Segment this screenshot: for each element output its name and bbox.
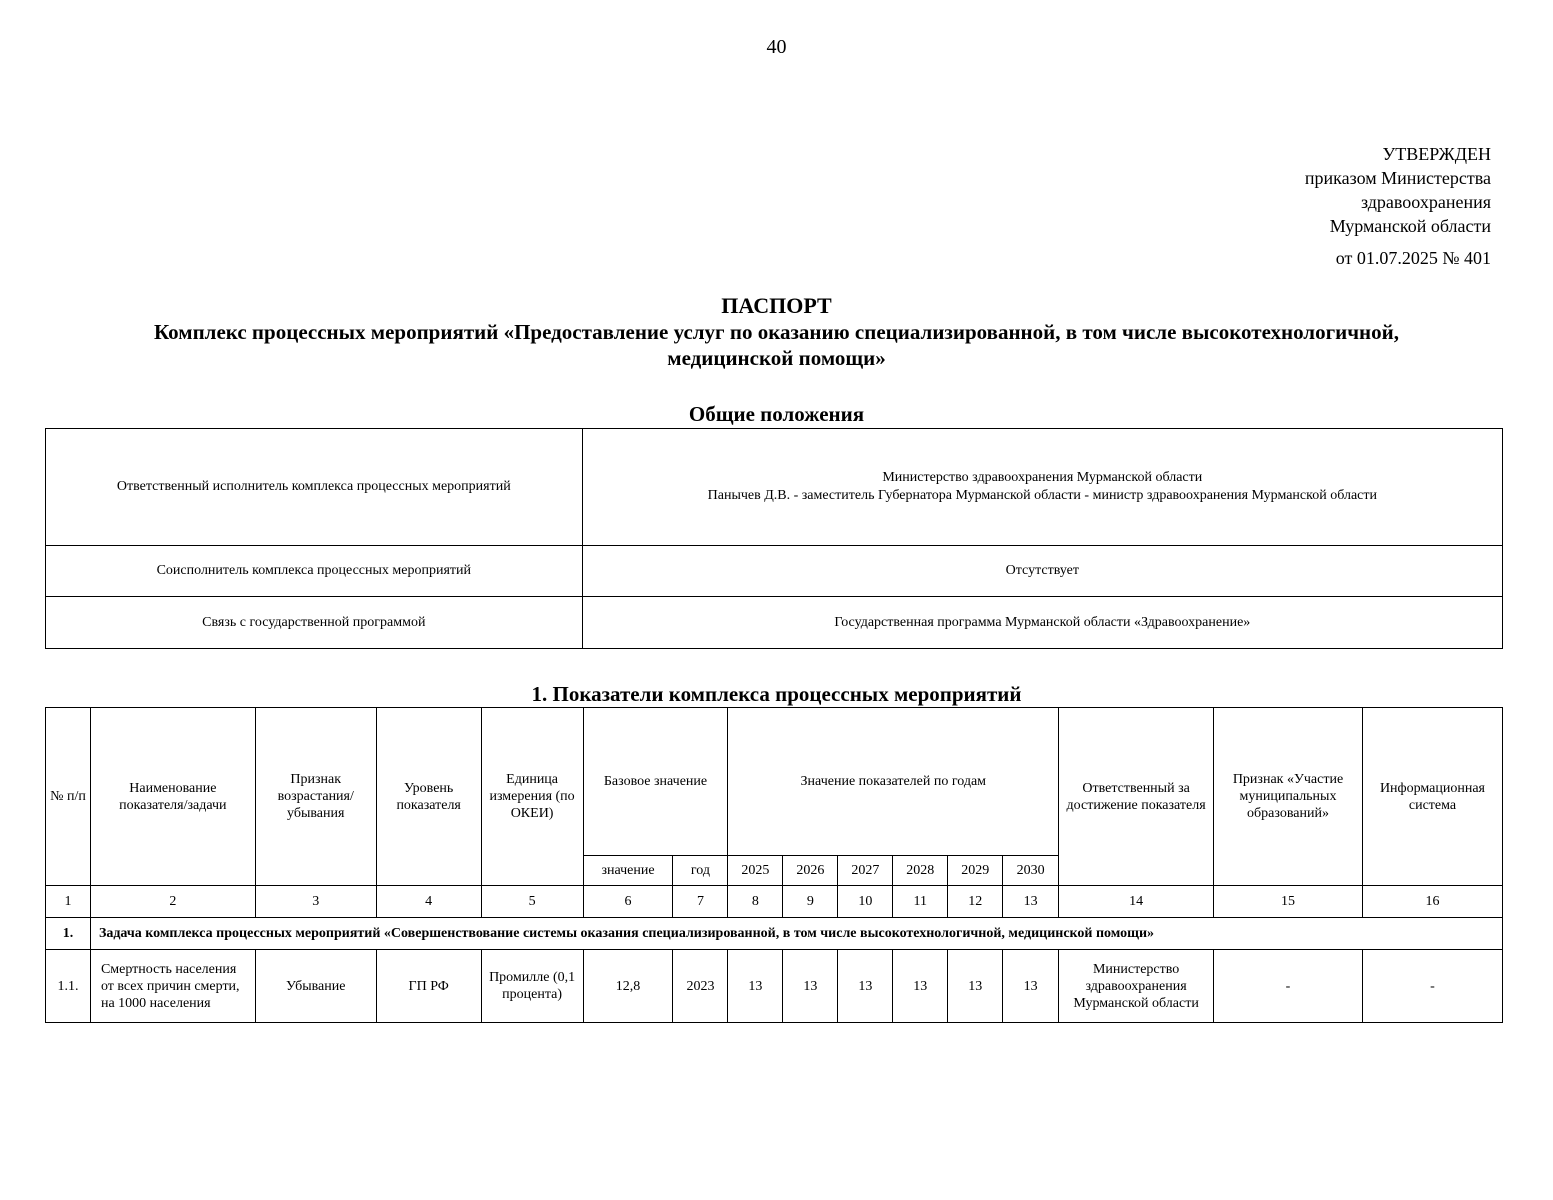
cell-responsible: Министерство здравоохранения Мурманской области	[1059, 950, 1214, 1023]
header-year: 2027	[838, 856, 893, 886]
document-title: ПАСПОРТ	[721, 293, 832, 318]
cell-info-system: -	[1362, 950, 1502, 1023]
cell-year-value: 13	[728, 950, 783, 1023]
header-responsible: Ответственный за достижение показателя	[1059, 708, 1214, 886]
column-number: 1	[46, 886, 91, 918]
cell-trend: Убывание	[255, 950, 376, 1023]
value-line: Панычев Д.В. - заместитель Губернатора Мурманской области - министр здравоохранения Мурманской области	[707, 488, 1378, 503]
column-number: 9	[783, 886, 838, 918]
approval-line: здравоохранения	[1360, 192, 1491, 212]
row-value: Отсутствует	[582, 546, 1502, 597]
column-number: 14	[1059, 886, 1214, 918]
header-name: Наименование показателя/задачи	[90, 708, 255, 886]
table-row	[46, 429, 1503, 546]
header-year: 2028	[893, 856, 948, 886]
header-base: Базовое значение	[583, 708, 728, 856]
cell-year-value: 13	[783, 950, 838, 1023]
header-year: 2026	[783, 856, 838, 886]
column-number: 8	[728, 886, 783, 918]
indicators-table	[45, 707, 1503, 1023]
cell-year-value: 13	[838, 950, 893, 1023]
column-number: 11	[893, 886, 948, 918]
column-number: 10	[838, 886, 893, 918]
page-number: 40	[766, 36, 787, 58]
indicators-heading: 1. Показатели комплекса процессных мероприятий	[531, 682, 1022, 706]
approval-stamp	[1305, 142, 1491, 270]
column-number: 4	[376, 886, 481, 918]
table-row	[46, 546, 1503, 597]
cell-year-value: 13	[948, 950, 1003, 1023]
header-municipal: Признак «Участие муниципальных образований»	[1214, 708, 1363, 886]
cell-municipal: -	[1214, 950, 1363, 1023]
general-heading: Общие положения	[688, 402, 865, 426]
general-table	[45, 428, 1503, 649]
value-line: Министерство здравоохранения Мурманской области	[882, 470, 1203, 485]
cell-base-year: 2023	[673, 950, 728, 1023]
cell-name: Смертность населения от всех причин смерти, на 1000 населения	[90, 950, 255, 1023]
header-year: 2025	[728, 856, 783, 886]
column-number: 12	[948, 886, 1003, 918]
header-year: 2029	[948, 856, 1003, 886]
row-value	[582, 429, 1502, 546]
document-subtitle-line: медицинской помощи»	[667, 346, 886, 370]
column-number: 13	[1003, 886, 1059, 918]
header-row	[46, 708, 1503, 856]
row-value: Государственная программа Мурманской области «Здравоохранение»	[582, 597, 1502, 649]
cell-num: 1.1.	[46, 950, 91, 1023]
column-number: 3	[255, 886, 376, 918]
column-number: 2	[90, 886, 255, 918]
header-year: 2030	[1003, 856, 1059, 886]
cell-unit: Промилле (0,1 процента)	[481, 950, 583, 1023]
task-text: Задача комплекса процессных мероприятий «Совершенствование системы оказания специализированной, в том числе высокотехнологичной, медицинской помощи»	[90, 918, 1502, 950]
title-block	[40, 293, 1513, 371]
column-number: 5	[481, 886, 583, 918]
cell-base-value: 12,8	[583, 950, 673, 1023]
column-number: 6	[583, 886, 673, 918]
row-label: Ответственный исполнитель комплекса процессных мероприятий	[46, 429, 583, 546]
approval-line: приказом Министерства	[1304, 168, 1491, 188]
column-number: 7	[673, 886, 728, 918]
approval-line: УТВЕРЖДЕН	[1382, 144, 1491, 164]
column-number-row	[46, 886, 1503, 918]
task-num: 1.	[46, 918, 91, 950]
cell-year-value: 13	[893, 950, 948, 1023]
task-row	[46, 918, 1503, 950]
header-base-value: значение	[583, 856, 673, 886]
header-info-system: Информационная система	[1362, 708, 1502, 886]
cell-level: ГП РФ	[376, 950, 481, 1023]
column-number: 16	[1362, 886, 1502, 918]
table-row	[46, 950, 1503, 1023]
header-num: № п/п	[46, 708, 91, 886]
cell-year-value: 13	[1003, 950, 1059, 1023]
row-label: Связь с государственной программой	[46, 597, 583, 649]
header-unit: Единица измерения (по ОКЕИ)	[481, 708, 583, 886]
approval-date: от 01.07.2025 № 401	[1335, 248, 1491, 268]
approval-line: Мурманской области	[1329, 216, 1491, 236]
column-number: 15	[1214, 886, 1363, 918]
row-label: Соисполнитель комплекса процессных мероприятий	[46, 546, 583, 597]
header-years-group: Значение показателей по годам	[728, 708, 1059, 856]
header-trend: Признак возрастания/ убывания	[255, 708, 376, 886]
header-level: Уровень показателя	[376, 708, 481, 886]
document-subtitle-line: Комплекс процессных мероприятий «Предоставление услуг по оказанию специализированной, в том числе высокотехнологичной,	[154, 320, 1399, 344]
header-base-year: год	[673, 856, 728, 886]
table-row	[46, 597, 1503, 649]
